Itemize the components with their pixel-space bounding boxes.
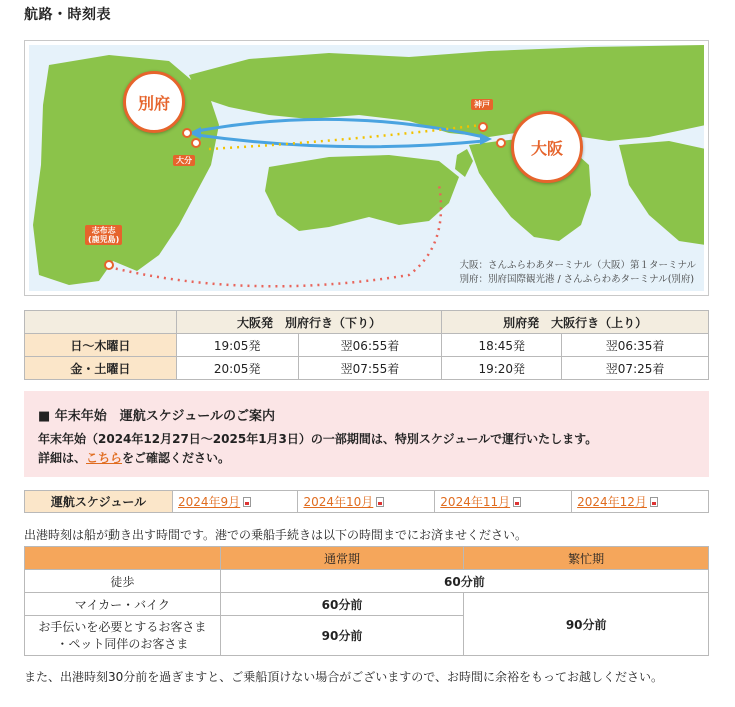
awaji-land <box>455 149 473 177</box>
down-departure: 20:05発 <box>176 357 298 380</box>
main-route-bottom <box>197 135 484 147</box>
checkin-corner <box>25 547 221 570</box>
col-normal-header: 通常期 <box>220 547 464 570</box>
notice-title: ■ 年末年始 運航スケジュールのご案内 <box>38 409 276 424</box>
table-row <box>25 357 709 380</box>
schedule-link-oct[interactable]: 2024年10月 <box>303 495 374 509</box>
notice-line-2 <box>38 449 695 468</box>
osaka-label: 大阪 <box>530 138 563 158</box>
pdf-icon <box>513 497 521 507</box>
honshu-land <box>189 45 704 141</box>
kobe-dot <box>479 123 487 131</box>
shibushi-label: 志布志 <box>91 226 116 235</box>
route-map <box>24 40 709 296</box>
col-busy-header: 繁忙期 <box>464 547 709 570</box>
table-row <box>25 334 709 357</box>
osaka-dot <box>497 139 505 147</box>
schedule-month-cell <box>572 491 709 513</box>
schedule-link-sep[interactable]: 2024年9月 <box>178 495 241 509</box>
up-departure: 19:20発 <box>442 357 562 380</box>
beppu-bubble <box>123 71 185 133</box>
up-arrival: 翌07:25着 <box>562 357 709 380</box>
notice-line-2-post: をご確認ください。 <box>122 451 231 466</box>
shikoku-land <box>265 155 459 231</box>
shibushi-dot <box>105 261 113 269</box>
up-arrival: 翌06:35着 <box>562 334 709 357</box>
note-beppu: 別府：別府国際観光港 / さんふらわあターミナル(別府) <box>459 273 695 285</box>
timetable <box>24 310 709 380</box>
down-arrival: 翌06:55着 <box>298 334 442 357</box>
schedule-table <box>24 490 709 513</box>
assist-label <box>25 616 221 656</box>
beppu-label: 別府 <box>137 93 170 113</box>
osaka-bubble <box>511 111 583 183</box>
schedule-month-cell <box>173 491 298 513</box>
schedule-month-cell <box>298 491 435 513</box>
notice-details-link[interactable]: こちら <box>86 451 123 466</box>
down-departure: 19:05発 <box>176 334 298 357</box>
pdf-icon <box>650 497 658 507</box>
note-osaka: 大阪：さんふらわあターミナル（大阪）第１ターミナル <box>459 259 696 271</box>
shibushi-tag <box>85 225 122 245</box>
col-down-header: 大阪発 別府行き（下り） <box>176 311 442 334</box>
beppu-dot <box>183 129 191 137</box>
timetable-corner <box>25 311 177 334</box>
schedule-link-nov[interactable]: 2024年11月 <box>440 495 511 509</box>
route-map-canvas <box>29 45 704 291</box>
kobe-tag: 神戸 <box>471 99 493 110</box>
new-year-notice <box>24 391 709 477</box>
car-normal-value: 60分前 <box>220 593 464 616</box>
footer-note: また、出港時刻30分前を過ぎますと、ご乗船頂けない場合がございますので、お時間に余裕をもってお越しください。 <box>24 670 664 684</box>
schedule-link-dec[interactable]: 2024年12月 <box>577 495 647 509</box>
chubu-land <box>619 141 704 245</box>
oita-tag: 大分 <box>173 155 195 166</box>
pdf-icon <box>376 497 384 507</box>
schedule-month-cell <box>435 491 572 513</box>
assist-label-1: お手伝いを必要とするお客さま <box>38 619 207 634</box>
car-label: マイカー・バイク <box>25 593 221 616</box>
table-row <box>25 570 709 593</box>
notice-line-1: 年末年始（2024年12月27日～2025年1月3日）の一部期間は、特別スケジュールで運行いたします。 <box>38 432 598 446</box>
table-row <box>25 593 709 616</box>
down-arrival: 翌07:55着 <box>298 357 442 380</box>
up-departure: 18:45発 <box>442 334 562 357</box>
schedule-label: 運航スケジュール <box>25 491 173 513</box>
checkin-intro: 出港時刻は船が動き出す時間です。港での乗船手続きは以下の時間までにお済ませください。 <box>24 528 528 542</box>
oita-dot <box>192 139 200 147</box>
shibushi-sub-label: (鹿児島) <box>88 235 120 245</box>
notice-body <box>38 430 695 468</box>
checkin-table <box>24 546 709 656</box>
walk-label: 徒歩 <box>25 570 221 593</box>
page-title: 航路・時刻表 <box>24 7 111 23</box>
assist-normal-value: 90分前 <box>220 616 464 656</box>
day-label: 金・土曜日 <box>25 357 177 380</box>
notice-line-2-pre: 詳細は、 <box>38 451 87 466</box>
walk-value: 60分前 <box>220 570 708 593</box>
assist-label-2: ・ペット同伴のお客さま <box>56 636 189 651</box>
pdf-icon <box>243 497 251 507</box>
col-up-header: 別府発 大阪行き（上り） <box>442 311 709 334</box>
map-terminal-note <box>459 259 696 288</box>
busy-value: 90分前 <box>464 593 709 656</box>
day-label: 日～木曜日 <box>25 334 177 357</box>
